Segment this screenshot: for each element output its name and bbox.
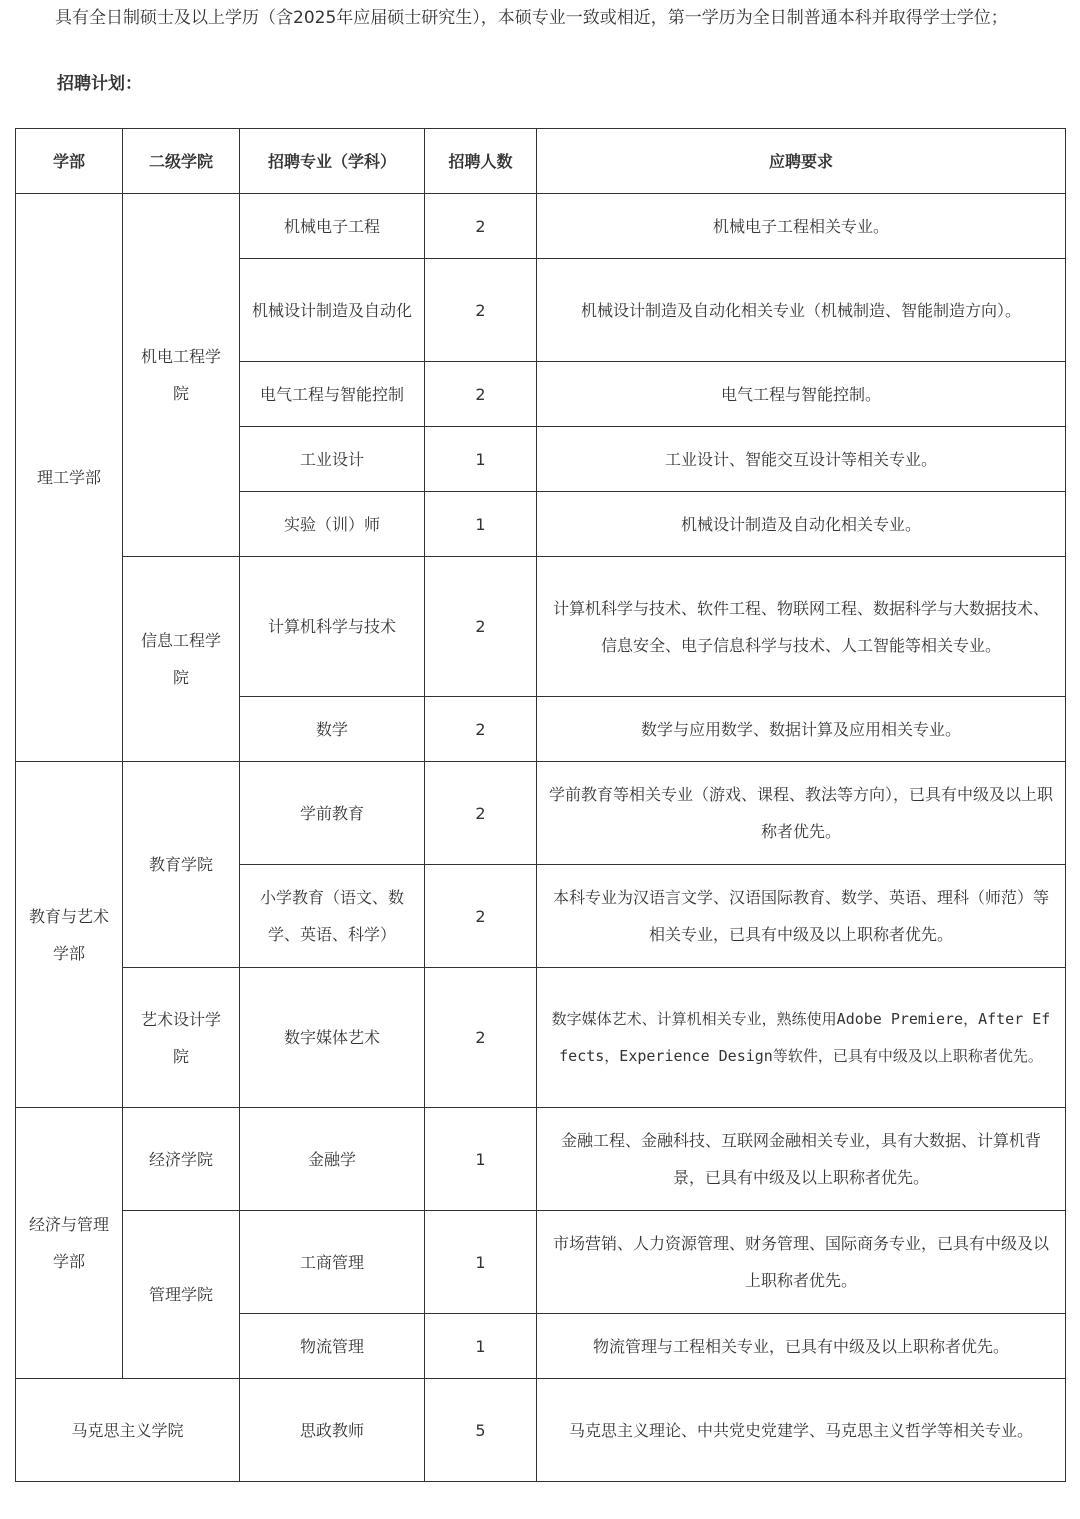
requirements-cell: 数学与应用数学、数据计算及应用相关专业。	[537, 697, 1066, 762]
count-cell: 2	[425, 968, 537, 1108]
requirements-cell: 物流管理与工程相关专业，已具有中级及以上职称者优先。	[537, 1314, 1066, 1379]
requirements-cell: 学前教育等相关专业（游戏、课程、教法等方向），已具有中级及以上职称者优先。	[537, 762, 1066, 865]
count-cell: 1	[425, 427, 537, 492]
table-row	[16, 1379, 1066, 1482]
college-cell: 信息工程学院	[123, 557, 240, 762]
major-cell: 思政教师	[240, 1379, 425, 1482]
college-cell: 教育学院	[123, 762, 240, 968]
division-cell: 马克思主义学院	[16, 1379, 240, 1482]
count-cell: 2	[425, 194, 537, 259]
major-cell: 电气工程与智能控制	[240, 362, 425, 427]
count-cell: 2	[425, 697, 537, 762]
count-cell: 2	[425, 259, 537, 362]
major-cell: 工商管理	[240, 1211, 425, 1314]
table-row	[16, 968, 1066, 1108]
major-cell: 金融学	[240, 1108, 425, 1211]
major-cell: 实验（训）师	[240, 492, 425, 557]
major-cell: 机械设计制造及自动化	[240, 259, 425, 362]
requirements-cell: 计算机科学与技术、软件工程、物联网工程、数据科学与大数据技术、信息安全、电子信息科学与技术、人工智能等相关专业。	[537, 557, 1066, 697]
major-cell: 工业设计	[240, 427, 425, 492]
requirements-cell: 机械设计制造及自动化相关专业。	[537, 492, 1066, 557]
requirements-cell: 工业设计、智能交互设计等相关专业。	[537, 427, 1066, 492]
requirements-cell: 电气工程与智能控制。	[537, 362, 1066, 427]
count-cell: 2	[425, 362, 537, 427]
count-cell: 1	[425, 1108, 537, 1211]
division-cell: 教育与艺术学部	[16, 762, 123, 1108]
count-cell: 1	[425, 1314, 537, 1379]
requirements-cell: 数字媒体艺术、计算机相关专业，熟练使用Adobe Premiere，After Effects，Experience Design等软件，已具有中级及以上职称者优先。	[537, 968, 1066, 1108]
table-row	[16, 194, 1066, 259]
recruitment-plan-table	[15, 128, 1066, 1482]
plan-heading: 招聘计划：	[57, 74, 142, 94]
major-cell: 数字媒体艺术	[240, 968, 425, 1108]
college-cell: 管理学院	[123, 1211, 240, 1379]
division-cell: 理工学部	[16, 194, 123, 762]
header-major: 招聘专业（学科）	[240, 129, 425, 194]
major-cell: 物流管理	[240, 1314, 425, 1379]
table-row	[16, 762, 1066, 865]
count-cell: 1	[425, 492, 537, 557]
requirements-cell: 机械设计制造及自动化相关专业（机械制造、智能制造方向）。	[537, 259, 1066, 362]
count-cell: 5	[425, 1379, 537, 1482]
college-cell: 艺术设计学院	[123, 968, 240, 1108]
count-cell: 1	[425, 1211, 537, 1314]
table-row	[16, 1108, 1066, 1211]
major-cell: 数学	[240, 697, 425, 762]
header-count: 招聘人数	[425, 129, 537, 194]
count-cell: 2	[425, 865, 537, 968]
requirements-cell: 本科专业为汉语言文学、汉语国际教育、数学、英语、理科（师范）等相关专业，已具有中级及以上职称者优先。	[537, 865, 1066, 968]
header-division: 学部	[16, 129, 123, 194]
count-cell: 2	[425, 557, 537, 697]
requirements-cell: 金融工程、金融科技、互联网金融相关专业，具有大数据、计算机背景，已具有中级及以上职称者优先。	[537, 1108, 1066, 1211]
major-cell: 计算机科学与技术	[240, 557, 425, 697]
count-cell: 2	[425, 762, 537, 865]
requirements-cell: 机械电子工程相关专业。	[537, 194, 1066, 259]
major-cell: 小学教育（语文、数学、英语、科学）	[240, 865, 425, 968]
header-college: 二级学院	[123, 129, 240, 194]
table-row	[16, 557, 1066, 697]
intro-paragraph: 具有全日制硕士及以上学历（含2025年应届硕士研究生），本硕专业一致或相近，第一学历为全日制普通本科并取得学士学位；	[55, 8, 1008, 28]
major-cell: 机械电子工程	[240, 194, 425, 259]
table-header-row	[16, 129, 1066, 194]
table-row	[16, 1211, 1066, 1314]
college-cell: 机电工程学院	[123, 194, 240, 557]
major-cell: 学前教育	[240, 762, 425, 865]
requirements-cell: 马克思主义理论、中共党史党建学、马克思主义哲学等相关专业。	[537, 1379, 1066, 1482]
college-cell: 经济学院	[123, 1108, 240, 1211]
requirements-cell: 市场营销、人力资源管理、财务管理、国际商务专业，已具有中级及以上职称者优先。	[537, 1211, 1066, 1314]
division-cell: 经济与管理学部	[16, 1108, 123, 1379]
header-requirements: 应聘要求	[537, 129, 1066, 194]
